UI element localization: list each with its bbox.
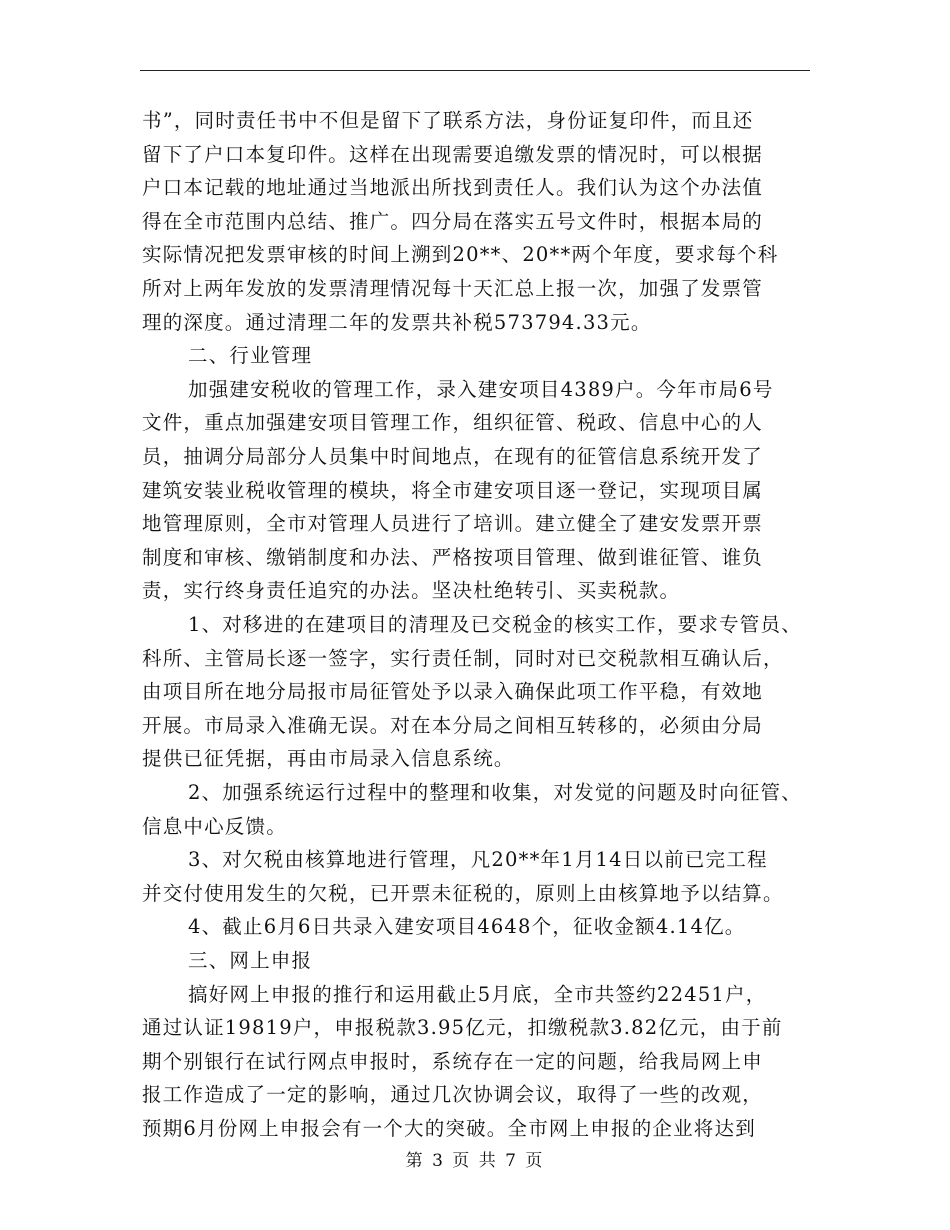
text-line: 由项目所在地分局报市局征管处予以录入确保此项工作平稳，有效地 — [142, 680, 764, 703]
text-line: 科所、主管局长逐一签字，实行责任制，同时对已交税款相互确认后， — [142, 647, 784, 670]
text-line: 户口本记载的地址通过当地派出所找到责任人。我们认为这个办法值 — [142, 176, 764, 199]
text-line: 员，抽调分局部分人员集中时间地点，在现有的征管信息系统开发了 — [142, 445, 764, 468]
text-line: 加强建安税收的管理工作，录入建安项目4389户。今年市局6号 — [188, 378, 774, 401]
text-line: 建筑安装业税收管理的模块，将全市建安项目逐一登记，实现项目属 — [142, 479, 764, 502]
section-heading: 三、网上申报 — [188, 949, 313, 972]
text-line: 4、截止6月6日共录入建安项目4648个，征收金额4.14亿。 — [188, 915, 746, 938]
text-line: 3、对欠税由核算地进行管理，凡20**年1月14日以前已完工程 — [188, 848, 768, 871]
text-line: 通过认证19819户，申报税款3.95亿元，扣缴税款3.82亿元，由于前 — [142, 1016, 783, 1039]
text-line: 制度和审核、缴销制度和办法、严格按项目管理、做到谁征管、谁负 — [142, 546, 764, 569]
text-line: 1、对移进的在建项目的清理及已交税金的核实工作，要求专管员、 — [188, 613, 802, 636]
text-line: 理的深度。通过清理二年的发票共补税573794.33元。 — [142, 311, 652, 334]
text-line: 实际情况把发票审核的时间上溯到20**、20**两个年度，要求每个科 — [142, 243, 779, 266]
text-line: 并交付使用发生的欠税，已开票未征税的，原则上由核算地予以结算。 — [142, 882, 784, 905]
text-line: 提供已征凭据，再由市局录入信息系统。 — [142, 747, 515, 770]
text-line: 搞好网上申报的推行和运用截止5月底，全市共签约22451户， — [188, 983, 767, 1006]
page-number: 第 3 页 共 7 页 — [405, 1151, 545, 1171]
text-line: 所对上两年发放的发票清理情况每十天汇总上报一次，加强了发票管 — [142, 277, 764, 300]
text-line: 信息中心反馈。 — [142, 815, 287, 838]
text-line: 得在全市范围内总结、推广。四分局在落实五号文件时，根据本局的 — [142, 210, 764, 233]
text-line: 预期6月份网上申报会有一个大的突破。全市网上申报的企业将达到 — [142, 1117, 756, 1140]
text-line: 书”，同时责任书中不但是留下了联系方法，身份证复印件，而且还 — [142, 109, 754, 132]
text-line: 留下了户口本复印件。这样在出现需要追缴发票的情况时，可以根据 — [142, 143, 764, 166]
text-line: 期个别银行在试行网点申报时，系统存在一定的问题，给我局网上申 — [142, 1050, 764, 1073]
text-line: 地管理原则，全市对管理人员进行了培训。建立健全了建安发票开票 — [142, 512, 764, 535]
text-line: 文件，重点加强建安项目管理工作，组织征管、税政、信息中心的人 — [142, 411, 764, 434]
text-line: 2、加强系统运行过程中的整理和收集，对发觉的问题及时向征管、 — [188, 781, 802, 804]
text-line: 报工作造成了一定的影响，通过几次协调会议，取得了一些的改观， — [142, 1083, 764, 1106]
section-heading: 二、行业管理 — [188, 344, 313, 367]
text-line: 责，实行终身责任追究的办法。坚决杜绝转引、买卖税款。 — [142, 579, 681, 602]
text-line: 开展。市局录入准确无误。对在本分局之间相互转移的，必须由分局 — [142, 714, 764, 737]
